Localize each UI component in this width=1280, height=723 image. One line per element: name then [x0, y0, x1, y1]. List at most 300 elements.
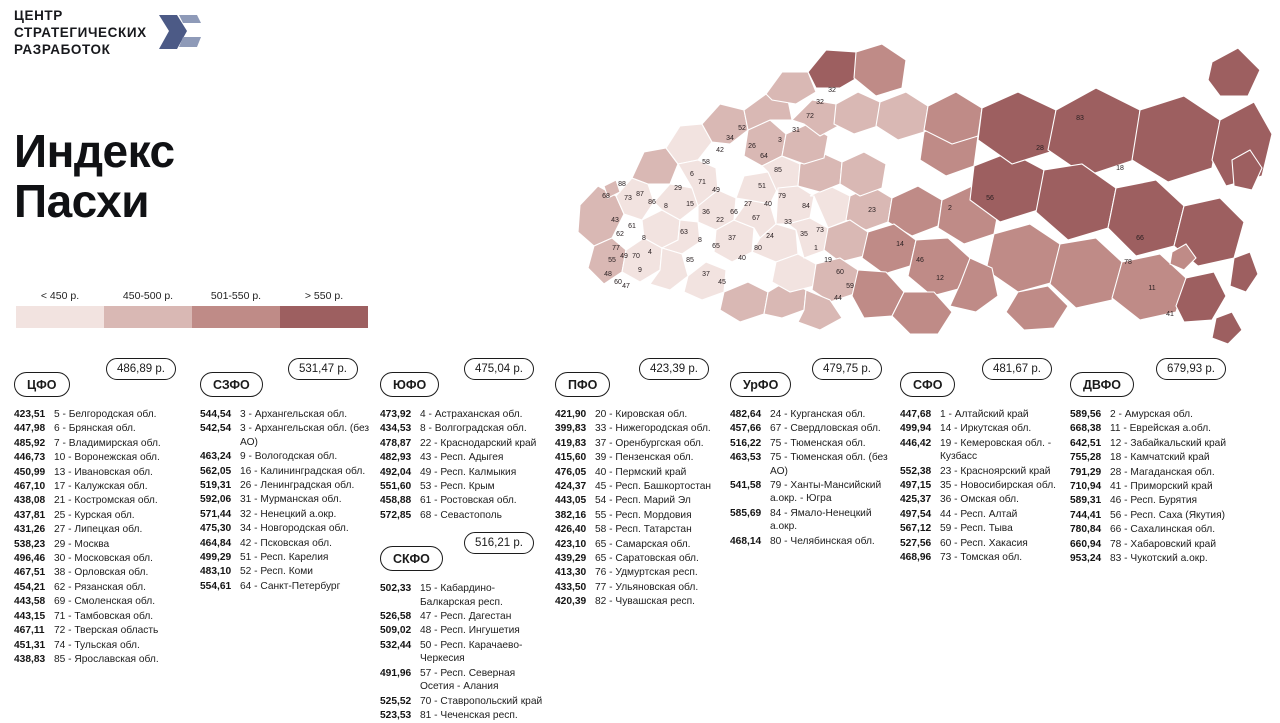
legend-item: [280, 290, 368, 328]
region-name: 65 - Саратовская обл.: [595, 553, 699, 565]
svg-text:22: 22: [716, 217, 724, 224]
list-item: [200, 508, 370, 521]
region-name: 84 - Ямало-Ненецкий а.окр.: [770, 507, 872, 533]
svg-text:46: 46: [916, 257, 924, 264]
region-value: 467,51: [14, 567, 46, 579]
svg-text:72: 72: [806, 113, 814, 120]
list-item: [555, 494, 720, 507]
region-name: 43 - Респ. Адыгея: [420, 452, 504, 464]
list-item: [380, 709, 545, 722]
list-item: [900, 551, 1060, 564]
list-item: [380, 480, 545, 493]
page-title-line-1: Индекс: [14, 125, 175, 177]
svg-text:67: 67: [752, 215, 760, 222]
list-item: [380, 408, 545, 421]
region-value: 454,21: [14, 581, 46, 593]
list-item: [555, 466, 720, 479]
svg-text:87: 87: [636, 191, 644, 198]
list-item: [380, 437, 545, 450]
region-value: 463,53: [730, 452, 762, 464]
svg-text:77: 77: [612, 245, 620, 252]
list-item: [380, 639, 545, 666]
region-name: 75 - Тюменская обл. (без АО): [770, 452, 888, 477]
svg-text:8: 8: [664, 203, 668, 210]
region-name: 28 - Магаданская обл.: [1110, 466, 1215, 478]
region-name: 13 - Ивановская обл.: [54, 466, 153, 478]
region-name: 59 - Респ. Тыва: [940, 523, 1013, 535]
svg-text:62: 62: [616, 231, 624, 238]
list-item: [1070, 552, 1270, 565]
logo-line-1: ЦЕНТР: [14, 7, 63, 23]
region-value: 485,92: [14, 437, 46, 449]
region-name: 6 - Брянская обл.: [54, 423, 136, 435]
region-value: 642,51: [1070, 437, 1102, 449]
region-value: 420,39: [555, 596, 587, 608]
region-name: 20 - Кировская обл.: [595, 409, 688, 420]
svg-text:41: 41: [1166, 311, 1174, 318]
list-item: [555, 437, 720, 450]
svg-text:14: 14: [896, 241, 904, 248]
region-value: 744,41: [1070, 509, 1102, 521]
group-header-cfo: [14, 363, 189, 398]
svg-text:31: 31: [792, 127, 800, 134]
list-item: [555, 451, 720, 464]
svg-text:60: 60: [836, 269, 844, 276]
list-item: [900, 493, 1060, 506]
list-item: [380, 466, 545, 479]
region-name: 69 - Смоленская обл.: [54, 596, 156, 608]
region-name: 11 - Еврейская а.обл.: [1110, 423, 1211, 435]
svg-text:19: 19: [824, 257, 832, 264]
region-name: 80 - Челябинская обл.: [770, 535, 875, 547]
svg-text:37: 37: [728, 235, 736, 242]
region-rows-yufo: [380, 408, 545, 522]
region-name: 55 - Респ. Мордовия: [595, 509, 692, 521]
region-rows-urfo: [730, 408, 890, 548]
region-value: 425,37: [900, 494, 932, 506]
legend: [16, 290, 368, 328]
region-name: 61 - Ростовская обл.: [420, 495, 517, 507]
region-name: 24 - Курганская обл.: [770, 409, 866, 420]
list-item: [1070, 523, 1270, 536]
group-value-urfo: 479,75 р.: [812, 358, 882, 380]
region-value: 780,84: [1070, 524, 1102, 536]
svg-text:40: 40: [738, 255, 746, 262]
region-value: 457,66: [730, 423, 762, 435]
list-item: [1070, 451, 1270, 464]
region-value: 424,37: [555, 481, 587, 493]
list-item: [14, 408, 189, 421]
page-title-line-2: Пасхи: [14, 175, 149, 227]
region-name: 39 - Пензенская обл.: [595, 452, 694, 464]
list-item: [555, 480, 720, 493]
region-value: 589,31: [1070, 495, 1102, 507]
region-name: 17 - Калужская обл.: [54, 481, 148, 493]
svg-text:59: 59: [846, 283, 854, 290]
list-item: [555, 422, 720, 435]
list-item: [14, 639, 189, 652]
region-name: 15 - Кабардино-Балкарская респ.: [420, 583, 503, 608]
region-value: 468,14: [730, 535, 762, 547]
svg-text:23: 23: [868, 207, 876, 214]
region-name: 16 - Калининградская обл.: [240, 465, 366, 477]
region-value: 399,83: [555, 423, 587, 435]
region-name: 4 - Астраханская обл.: [420, 409, 523, 420]
region-name: 12 - Забайкальский край: [1110, 437, 1227, 449]
region-value: 668,38: [1070, 423, 1102, 435]
region-name: 57 - Респ. Северная Осетия - Алания: [420, 667, 516, 693]
svg-text:37: 37: [702, 271, 710, 278]
list-item: [380, 422, 545, 435]
region-value: 423,51: [14, 409, 46, 420]
region-name: 78 - Хабаровский край: [1110, 538, 1217, 550]
group-skfo: [380, 537, 545, 722]
svg-text:84: 84: [802, 203, 810, 210]
group-header-pfo: [555, 363, 720, 398]
region-value: 446,42: [900, 437, 932, 449]
region-value: 502,33: [380, 583, 412, 595]
region-value: 438,83: [14, 653, 46, 665]
list-item: [555, 408, 720, 421]
group-yufo-skfo: [380, 363, 545, 723]
list-item: [14, 480, 189, 493]
region-name: 1 - Алтайский край: [940, 409, 1029, 420]
region-name: 46 - Респ. Бурятия: [1110, 495, 1198, 507]
list-item: [555, 566, 720, 579]
region-name: 10 - Воронежская обл.: [54, 452, 160, 464]
group-name-skfo: СКФО: [380, 546, 443, 571]
svg-text:24: 24: [766, 233, 774, 240]
region-value: 572,85: [380, 509, 412, 521]
page-title: [14, 126, 434, 226]
region-value: 478,87: [380, 437, 412, 449]
region-name: 66 - Сахалинская обл.: [1110, 524, 1216, 536]
region-name: 19 - Кемеровская обл. - Кузбасс: [940, 437, 1052, 463]
svg-text:65: 65: [712, 243, 720, 250]
svg-text:52: 52: [738, 125, 746, 132]
region-name: 67 - Свердловская обл.: [770, 423, 881, 435]
region-rows-skfo: [380, 582, 545, 722]
region-value: 446,73: [14, 452, 46, 464]
region-name: 3 - Архангельская обл. (без АО): [240, 423, 370, 448]
svg-text:88: 88: [618, 181, 626, 188]
region-lists: [10, 363, 1274, 721]
region-value: 551,60: [380, 481, 412, 493]
region-name: 60 - Респ. Хакасия: [940, 537, 1028, 549]
region-name: 70 - Ставропольский край: [420, 695, 543, 707]
region-value: 499,29: [200, 552, 232, 564]
region-value: 482,93: [380, 452, 412, 464]
list-item: [200, 565, 370, 578]
svg-text:32: 32: [828, 87, 836, 94]
region-rows-cfo: [14, 408, 189, 666]
region-name: 71 - Тамбовская обл.: [54, 610, 154, 622]
russia-choropleth-map: [520, 0, 1280, 360]
region-value: 443,05: [555, 495, 587, 507]
svg-text:32: 32: [816, 99, 824, 106]
group-header-sfo: [900, 363, 1060, 398]
region-name: 31 - Мурманская обл.: [240, 494, 342, 506]
region-value: 475,30: [200, 523, 232, 535]
svg-text:61: 61: [628, 223, 636, 230]
list-item: [900, 408, 1060, 421]
svg-text:78: 78: [1124, 259, 1132, 266]
svg-text:85: 85: [686, 257, 694, 264]
svg-text:35: 35: [800, 231, 808, 238]
list-item: [900, 437, 1060, 464]
list-item: [1070, 422, 1270, 435]
list-item: [200, 422, 370, 449]
region-value: 541,58: [730, 480, 762, 492]
svg-text:70: 70: [632, 253, 640, 260]
group-urfo: [730, 363, 890, 549]
svg-text:63: 63: [680, 229, 688, 236]
svg-text:48: 48: [604, 271, 612, 278]
region-name: 36 - Омская обл.: [940, 494, 1019, 506]
svg-text:2: 2: [948, 205, 952, 212]
svg-text:26: 26: [748, 143, 756, 150]
region-name: 51 - Респ. Карелия: [240, 552, 329, 564]
logo-line-3: РАЗРАБОТОК: [14, 41, 111, 57]
region-value: 496,46: [14, 553, 46, 565]
group-name-urfo: УрФО: [730, 372, 791, 397]
list-item: [380, 667, 545, 694]
svg-text:12: 12: [936, 275, 944, 282]
legend-label: > 550 р.: [304, 290, 344, 302]
region-name: 27 - Липецкая обл.: [54, 524, 143, 536]
region-value: 542,54: [200, 423, 232, 435]
list-item: [380, 494, 545, 507]
svg-text:8: 8: [698, 237, 702, 244]
svg-text:8: 8: [642, 235, 646, 242]
list-item: [730, 451, 890, 478]
svg-text:28: 28: [1036, 145, 1044, 152]
svg-text:11: 11: [1148, 285, 1156, 292]
region-name: 75 - Тюменская обл.: [770, 437, 866, 449]
region-name: 29 - Москва: [54, 538, 110, 550]
list-item: [14, 451, 189, 464]
list-item: [555, 523, 720, 536]
svg-text:42: 42: [716, 147, 724, 154]
svg-text:15: 15: [686, 201, 694, 208]
group-value-sfo: 481,67 р.: [982, 358, 1052, 380]
region-value: 585,69: [730, 507, 762, 519]
svg-text:85: 85: [774, 167, 782, 174]
region-name: 73 - Томская обл.: [940, 552, 1023, 564]
svg-text:9: 9: [638, 267, 642, 274]
list-item: [200, 537, 370, 550]
region-name: 21 - Костромская обл.: [54, 495, 158, 507]
region-value: 451,31: [14, 639, 46, 651]
region-name: 26 - Ленинградская обл.: [240, 480, 355, 492]
region-value: 431,26: [14, 524, 46, 536]
group-name-sfo: СФО: [900, 372, 955, 397]
region-value: 491,96: [380, 667, 412, 679]
svg-text:44: 44: [834, 295, 842, 302]
list-item: [380, 610, 545, 623]
list-item: [380, 624, 545, 637]
region-value: 526,58: [380, 611, 412, 623]
region-value: 434,53: [380, 423, 412, 435]
legend-label: 450-500 р.: [122, 290, 174, 302]
list-item: [900, 422, 1060, 435]
region-value: 509,02: [380, 625, 412, 637]
region-name: 14 - Иркутская обл.: [940, 423, 1032, 435]
region-name: 62 - Рязанская обл.: [54, 581, 146, 593]
list-item: [14, 624, 189, 637]
svg-text:68: 68: [602, 193, 610, 200]
region-name: 49 - Респ. Калмыкия: [420, 466, 517, 478]
svg-text:36: 36: [702, 209, 710, 216]
svg-text:73: 73: [816, 227, 824, 234]
region-name: 5 - Белгородская обл.: [54, 409, 157, 420]
list-item: [14, 610, 189, 623]
svg-text:29: 29: [674, 185, 682, 192]
region-value: 447,68: [900, 409, 932, 420]
svg-text:80: 80: [754, 245, 762, 252]
region-value: 523,53: [380, 709, 412, 721]
region-name: 8 - Волгоградская обл.: [420, 423, 527, 435]
legend-swatch: [280, 306, 368, 328]
svg-text:60: 60: [614, 279, 622, 286]
list-item: [14, 538, 189, 551]
group-header-yufo: [380, 363, 545, 398]
region-value: 710,94: [1070, 481, 1102, 493]
region-value: 421,90: [555, 409, 587, 420]
svg-text:1: 1: [814, 245, 818, 252]
region-value: 467,11: [14, 625, 45, 637]
svg-text:34: 34: [726, 135, 734, 142]
region-name: 79 - Ханты-Мансийский а.окр. - Югра: [770, 480, 882, 505]
region-value: 497,54: [900, 508, 932, 520]
region-value: 953,24: [1070, 553, 1102, 565]
list-item: [380, 451, 545, 464]
svg-text:40: 40: [764, 201, 772, 208]
region-value: 562,05: [200, 465, 232, 477]
region-name: 85 - Ярославская обл.: [54, 653, 159, 665]
list-item: [14, 523, 189, 536]
list-item: [380, 582, 545, 609]
list-item: [730, 408, 890, 421]
region-name: 82 - Чувашская респ.: [595, 596, 695, 608]
region-value: 552,38: [900, 465, 932, 477]
group-header-dvfo: [1070, 363, 1270, 398]
group-pfo: [555, 363, 720, 610]
list-item: [730, 507, 890, 534]
region-value: 592,06: [200, 494, 232, 506]
svg-text:86: 86: [648, 199, 656, 206]
group-header-szfo: [200, 363, 370, 398]
svg-text:33: 33: [784, 219, 792, 226]
list-item: [555, 509, 720, 522]
svg-text:6: 6: [690, 171, 694, 178]
svg-text:51: 51: [758, 183, 766, 190]
list-item: [14, 466, 189, 479]
legend-label: < 450 р.: [40, 290, 80, 302]
list-item: [14, 595, 189, 608]
group-value-skfo: 516,21 р.: [464, 532, 534, 554]
region-value: 476,05: [555, 466, 587, 478]
region-name: 77 - Ульяновская обл.: [595, 581, 699, 593]
region-value: 492,04: [380, 466, 412, 478]
list-item: [14, 653, 189, 666]
list-item: [14, 581, 189, 594]
list-item: [200, 493, 370, 506]
svg-text:18: 18: [1116, 165, 1124, 172]
region-name: 30 - Московская обл.: [54, 553, 153, 565]
list-item: [1070, 538, 1270, 551]
region-name: 41 - Приморский край: [1110, 481, 1213, 493]
list-item: [900, 537, 1060, 550]
region-name: 18 - Камчатский край: [1110, 452, 1210, 464]
region-value: 791,29: [1070, 466, 1102, 478]
svg-text:55: 55: [608, 257, 616, 264]
svg-text:66: 66: [730, 209, 738, 216]
svg-text:66: 66: [1136, 235, 1144, 242]
region-name: 64 - Санкт-Петербург: [240, 580, 341, 592]
list-item: [900, 508, 1060, 521]
region-name: 56 - Респ. Саха (Якутия): [1110, 509, 1225, 521]
group-sfo: [900, 363, 1060, 565]
list-item: [1070, 466, 1270, 479]
region-name: 7 - Владимирская обл.: [54, 437, 161, 449]
region-name: 53 - Респ. Крым: [420, 481, 495, 493]
region-value: 443,58: [14, 596, 46, 608]
list-item: [1070, 509, 1270, 522]
group-cfo: [14, 363, 189, 667]
list-item: [900, 479, 1060, 492]
region-name: 35 - Новосибирская обл.: [940, 480, 1056, 492]
list-item: [14, 566, 189, 579]
group-name-pfo: ПФО: [555, 372, 610, 397]
list-item: [14, 509, 189, 522]
region-value: 463,24: [200, 451, 232, 463]
region-value: 567,12: [900, 523, 932, 535]
list-item: [380, 509, 545, 522]
region-value: 450,99: [14, 466, 46, 478]
region-value: 519,31: [200, 480, 232, 492]
region-name: 44 - Респ. Алтай: [940, 508, 1018, 520]
group-value-pfo: 423,39 р.: [639, 358, 709, 380]
region-value: 382,16: [555, 509, 587, 521]
list-item: [555, 595, 720, 608]
region-name: 25 - Курская обл.: [54, 509, 135, 521]
region-name: 33 - Нижегородская обл.: [595, 423, 711, 435]
region-name: 68 - Севастополь: [420, 509, 502, 521]
region-value: 415,60: [555, 452, 587, 464]
region-name: 65 - Самарская обл.: [595, 538, 691, 550]
region-value: 467,10: [14, 481, 46, 493]
list-item: [200, 450, 370, 463]
list-item: [555, 581, 720, 594]
list-item: [555, 552, 720, 565]
region-value: 532,44: [380, 639, 412, 651]
legend-item: [16, 290, 104, 328]
region-name: 72 - Тверская область: [54, 625, 159, 637]
logo-line-2: СТРАТЕГИЧЕСКИХ: [14, 24, 147, 40]
list-item: [1070, 480, 1270, 493]
region-name: 76 - Удмуртская респ.: [595, 567, 698, 579]
region-name: 42 - Псковская обл.: [240, 537, 332, 549]
group-value-dvfo: 679,93 р.: [1156, 358, 1226, 380]
region-rows-szfo: [200, 408, 370, 593]
legend-swatch: [16, 306, 104, 328]
group-name-cfo: ЦФО: [14, 372, 70, 397]
list-item: [14, 422, 189, 435]
list-item: [730, 437, 890, 450]
region-name: 47 - Респ. Дагестан: [420, 611, 512, 623]
region-value: 447,98: [14, 423, 46, 435]
